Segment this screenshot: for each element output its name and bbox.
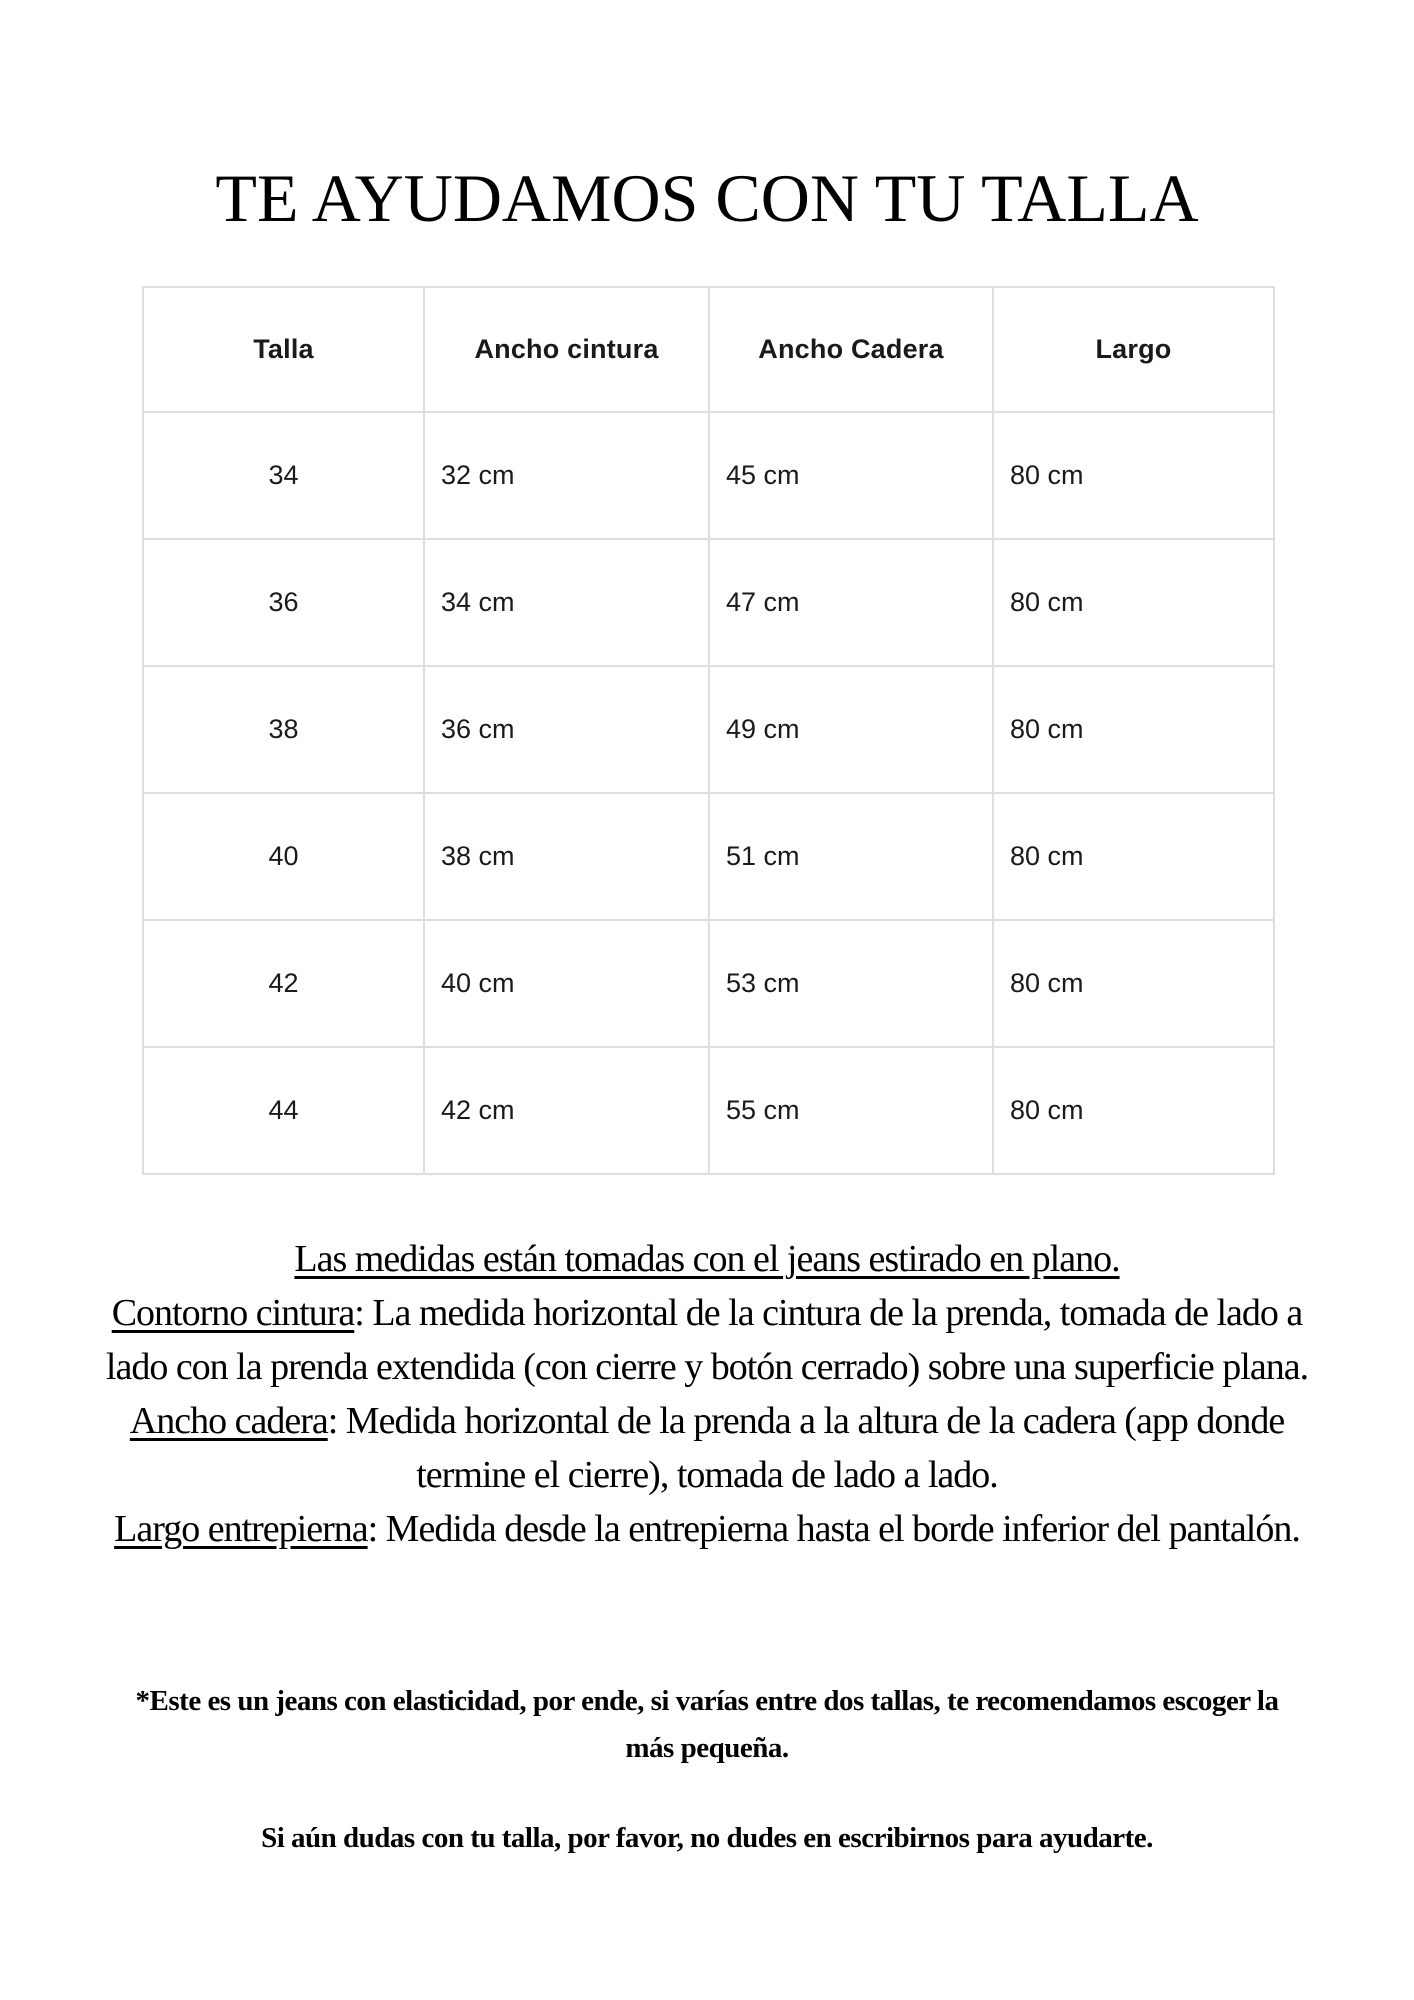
note-underline: Largo entrepierna (114, 1508, 368, 1550)
cell-cintura: 32 cm (424, 412, 709, 539)
header-largo: Largo (993, 287, 1274, 412)
cell-cadera: 49 cm (709, 666, 993, 793)
header-ancho-cadera: Ancho Cadera (709, 287, 993, 412)
header-ancho-cintura: Ancho cintura (424, 287, 709, 412)
note-line (0, 1232, 1414, 1286)
cell-largo: 80 cm (993, 793, 1274, 920)
table-row (143, 412, 1274, 539)
cell-talla: 44 (143, 1047, 424, 1174)
header-talla: Talla (143, 287, 424, 412)
cell-largo: 80 cm (993, 539, 1274, 666)
contact-help-text: Si aún dudas con tu talla, por favor, no dudes en escribirnos para ayudarte. (261, 1822, 1153, 1854)
note-text: : La medida horizontal de la cintura de la prenda, tomada de lado a (354, 1292, 1303, 1334)
page-title: TE AYUDAMOS CON TU TALLA (215, 159, 1199, 236)
header-row (143, 287, 1274, 412)
size-table (142, 286, 1275, 1175)
table-row (143, 920, 1274, 1047)
cell-talla: 38 (143, 666, 424, 793)
table-row (143, 793, 1274, 920)
note-line (0, 1448, 1414, 1502)
cell-cadera: 55 cm (709, 1047, 993, 1174)
note-text: : Medida desde la entrepierna hasta el borde inferior del pantalón. (367, 1508, 1300, 1550)
size-table-header (143, 287, 1274, 412)
cell-largo: 80 cm (993, 666, 1274, 793)
cell-talla: 42 (143, 920, 424, 1047)
note-line (0, 1340, 1414, 1394)
cell-largo: 80 cm (993, 412, 1274, 539)
footnote-line: *Este es un jeans con elasticidad, por ende, si varías entre dos tallas, te recomendamos escoger la (135, 1685, 1279, 1717)
cell-cadera: 45 cm (709, 412, 993, 539)
cell-cintura: 42 cm (424, 1047, 709, 1174)
cell-cintura: 38 cm (424, 793, 709, 920)
table-row (143, 539, 1274, 666)
note-text: : Medida horizontal de la prenda a la altura de la cadera (app donde (327, 1400, 1285, 1442)
cell-talla: 36 (143, 539, 424, 666)
table-row (143, 1047, 1274, 1174)
note-underline: Las medidas están tomadas con el jeans estirado en plano. (294, 1238, 1120, 1280)
footnote-line: más pequeña. (625, 1732, 789, 1764)
note-line (0, 1394, 1414, 1448)
table-row (143, 666, 1274, 793)
cell-talla: 34 (143, 412, 424, 539)
cell-cintura: 36 cm (424, 666, 709, 793)
elasticity-footnote (0, 1678, 1414, 1772)
cell-largo: 80 cm (993, 920, 1274, 1047)
note-text: lado con la prenda extendida (con cierre y botón cerrado) sobre una superficie plana. (105, 1346, 1309, 1388)
note-underline: Ancho cadera (129, 1400, 328, 1442)
cell-cintura: 40 cm (424, 920, 709, 1047)
cell-cadera: 47 cm (709, 539, 993, 666)
size-table-body (143, 412, 1274, 1174)
note-line (0, 1502, 1414, 1556)
cell-talla: 40 (143, 793, 424, 920)
measurement-notes (0, 1232, 1414, 1556)
note-line (0, 1286, 1414, 1340)
note-text: termine el cierre), tomada de lado a lado. (416, 1454, 998, 1496)
cell-largo: 80 cm (993, 1047, 1274, 1174)
cell-cadera: 53 cm (709, 920, 993, 1047)
note-underline: Contorno cintura (111, 1292, 355, 1334)
cell-cintura: 34 cm (424, 539, 709, 666)
cell-cadera: 51 cm (709, 793, 993, 920)
